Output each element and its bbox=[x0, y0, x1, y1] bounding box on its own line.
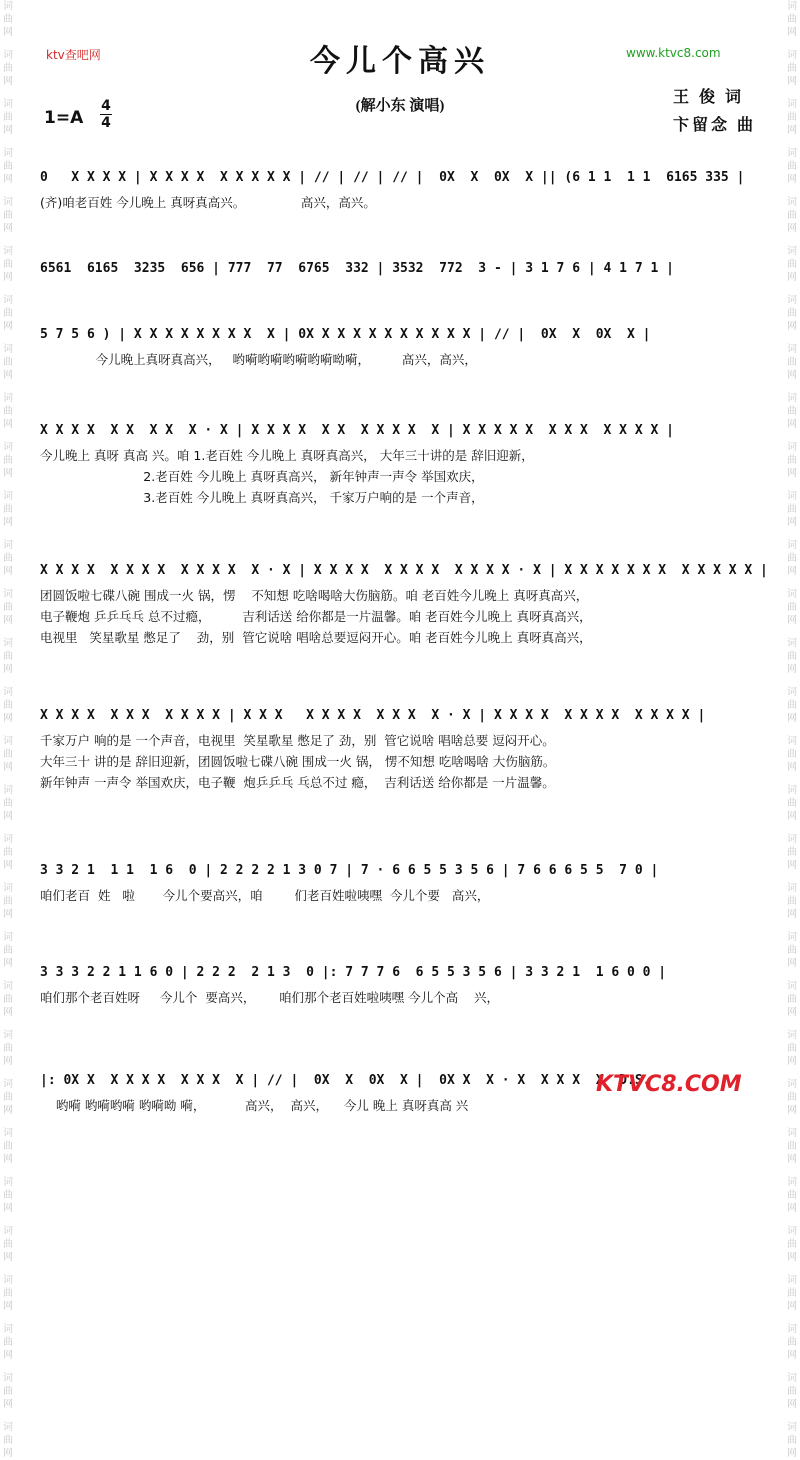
side-watermark-text: 词 曲 网 bbox=[787, 540, 797, 577]
score-line bbox=[40, 256, 760, 283]
side-watermark-text: 词 曲 网 bbox=[3, 1422, 13, 1459]
side-watermark-text: 词 曲 网 bbox=[787, 638, 797, 675]
lyric-line: 电视里 笑星歌星 憋足了 劲，别 管它说啥 唱啥总要逗闷开心。咱 老百姓今儿晚上 真呀真高兴， bbox=[40, 630, 592, 645]
side-watermark-text: 词 曲 网 bbox=[787, 50, 797, 87]
side-watermark-text: 词 曲 网 bbox=[3, 1030, 13, 1067]
site-name-left[interactable]: ktv查吧网 bbox=[46, 48, 101, 62]
side-watermark-text: 词 曲 网 bbox=[787, 1422, 797, 1459]
side-watermark-text: 词 曲 网 bbox=[3, 1177, 13, 1214]
side-watermark-text: 词 曲 网 bbox=[787, 785, 797, 822]
side-watermark-text: 词 曲 网 bbox=[787, 883, 797, 920]
notation-line: 6561 6165 3235 656 | 777 77 6765 332 | 3532 772 3 - | 3 1 7 6 | 4 1 7 1 | bbox=[40, 256, 760, 283]
notation-line: X X X X X X X X X · X | X X X X X X X X X X X | X X X X X X X X X X X X | bbox=[40, 418, 760, 445]
side-watermark-text: 词 曲 网 bbox=[787, 1079, 797, 1116]
meter-bottom: 4 bbox=[101, 115, 111, 131]
notation-line: 3 3 3 2 2 1 1 6 0 | 2 2 2 2 1 3 0 |: 7 7 7 6 6 5 5 3 5 6 | 3 3 2 1 1 6 0 0 | bbox=[40, 960, 760, 987]
side-watermark-text: 词 曲 网 bbox=[787, 99, 797, 136]
side-watermark-text: 词 曲 网 bbox=[787, 246, 797, 283]
score-line bbox=[40, 165, 760, 213]
singer-credit: (解小东 演唱) bbox=[355, 98, 445, 114]
lyric-line: 哟嗬 哟嗬哟嗬 哟嗬呦 嗬， 高兴， 高兴， 今儿 晚上 真呀真高 兴 bbox=[40, 1098, 469, 1113]
side-watermark-text: 词 曲 网 bbox=[3, 442, 13, 479]
side-watermark-text: 词 曲 网 bbox=[787, 589, 797, 626]
side-watermark-text: 词 曲 网 bbox=[3, 834, 13, 871]
side-watermark-text: 词 曲 网 bbox=[3, 393, 13, 430]
side-watermark-text: 词 曲 网 bbox=[3, 1324, 13, 1361]
side-watermark-text: 词 曲 网 bbox=[3, 1373, 13, 1410]
side-watermark-text: 词 曲 网 bbox=[3, 295, 13, 332]
lyric-line: 千家万户 响的是 一个声音，电视里 笑星歌星 憋足了 劲，别 管它说啥 唱啥总要 逗闷开心。 bbox=[40, 733, 555, 748]
side-watermark-text: 词 曲 网 bbox=[787, 1324, 797, 1361]
score-line bbox=[40, 960, 760, 1008]
song-title: 今儿个高兴 bbox=[310, 44, 490, 79]
key-signature: 1=A bbox=[44, 108, 84, 128]
lyric-line: (齐)咱老百姓 今儿晚上 真呀真高兴。 高兴，高兴。 bbox=[40, 195, 376, 210]
meter-top: 4 bbox=[101, 98, 111, 114]
side-watermark-text: 词 曲 网 bbox=[787, 687, 797, 724]
side-watermark-text: 词 曲 网 bbox=[3, 540, 13, 577]
side-watermark-left bbox=[0, 0, 16, 1459]
side-watermark-text: 词 曲 网 bbox=[3, 687, 13, 724]
side-watermark-text: 词 曲 网 bbox=[3, 344, 13, 381]
side-watermark-text: 词 曲 网 bbox=[787, 393, 797, 430]
side-watermark-text: 词 曲 网 bbox=[787, 344, 797, 381]
side-watermark-text: 词 曲 网 bbox=[787, 1128, 797, 1165]
side-watermark-text: 词 曲 网 bbox=[3, 785, 13, 822]
site-url-right[interactable]: www.ktvc8.com bbox=[626, 46, 721, 60]
side-watermark-text: 词 曲 网 bbox=[3, 491, 13, 528]
notation-line: X X X X X X X X X X X | X X X X X X X X X X X · X | X X X X X X X X X X X X | bbox=[40, 703, 760, 730]
side-watermark-text: 词 曲 网 bbox=[787, 1, 797, 38]
lyric-line: 大年三十 讲的是 辞旧迎新，团圆饭啦七碟八碗 围成一火 锅， 愣不知想 吃啥喝啥 大伤脑筋。 bbox=[40, 754, 556, 769]
side-watermark-text: 词 曲 网 bbox=[3, 1128, 13, 1165]
side-watermark-text: 词 曲 网 bbox=[3, 638, 13, 675]
notation-line: 0 X X X X | X X X X X X X X X | ∕∕ | ∕∕ | ∕∕ | 0X X 0X X || (6 1 1 1 1 6165 335 | bbox=[40, 165, 760, 192]
side-watermark-right bbox=[784, 0, 800, 1459]
notation-line: 5 7 5 6 ) | X X X X X X X X X | 0X X X X X X X X X X X | ∕∕ | 0X X 0X X | bbox=[40, 322, 760, 349]
side-watermark-text: 词 曲 网 bbox=[3, 932, 13, 969]
side-watermark-text: 词 曲 网 bbox=[787, 981, 797, 1018]
side-watermark-text: 词 曲 网 bbox=[787, 295, 797, 332]
side-watermark-text: 词 曲 网 bbox=[787, 1177, 797, 1214]
lyric-line: 今儿晚上 真呀 真高 兴。咱 1.老百姓 今儿晚上 真呀真高兴， 大年三十讲的是 辞旧迎新， bbox=[40, 448, 534, 463]
score-line bbox=[40, 703, 760, 793]
lyric-line: 电子鞭炮 乒乒乓乓 总不过瘾， 吉利话送 给你都是一片温馨。咱 老百姓今儿晚上 真呀真高兴， bbox=[40, 609, 592, 624]
side-watermark-text: 词 曲 网 bbox=[787, 1373, 797, 1410]
side-watermark-text: 词 曲 网 bbox=[3, 1226, 13, 1263]
score-line bbox=[40, 858, 760, 906]
side-watermark-text: 词 曲 网 bbox=[787, 932, 797, 969]
lyric-line: 2.老百姓 今儿晚上 真呀真高兴， 新年钟声一声令 举国欢庆， bbox=[40, 469, 484, 484]
side-watermark-text: 词 曲 网 bbox=[3, 1275, 13, 1312]
composer-credit: 卞留念 曲 bbox=[673, 117, 757, 134]
watermark-logo-text: KTVC8.COM bbox=[596, 1072, 742, 1097]
side-watermark-text: 词 曲 网 bbox=[787, 1275, 797, 1312]
side-watermark-text: 词 曲 网 bbox=[3, 246, 13, 283]
side-watermark-text: 词 曲 网 bbox=[3, 197, 13, 234]
side-watermark-text: 词 曲 网 bbox=[787, 491, 797, 528]
lyric-line: 团圆饭啦七碟八碗 围成一火 锅，愣 不知想 吃啥喝啥大伤脑筋。咱 老百姓今儿晚上 真呀真高兴， bbox=[40, 588, 589, 603]
side-watermark-text: 词 曲 网 bbox=[3, 1079, 13, 1116]
side-watermark-text: 词 曲 网 bbox=[787, 1226, 797, 1263]
notation-line: X X X X X X X X X X X X X · X | X X X X X X X X X X X X · X | X X X X X X X X X X X X | bbox=[40, 558, 760, 585]
side-watermark-text: 词 曲 网 bbox=[787, 736, 797, 773]
side-watermark-text: 词 曲 网 bbox=[787, 834, 797, 871]
side-watermark-text: 词 曲 网 bbox=[3, 883, 13, 920]
side-watermark-text: 词 曲 网 bbox=[787, 148, 797, 185]
side-watermark-text: 词 曲 网 bbox=[3, 99, 13, 136]
side-watermark-text: 词 曲 网 bbox=[3, 1, 13, 38]
lyric-line: 今儿晚上真呀真高兴， 哟嗬哟嗬哟嗬哟嗬呦嗬， 高兴，高兴， bbox=[40, 352, 477, 367]
side-watermark-text: 词 曲 网 bbox=[787, 197, 797, 234]
score-line bbox=[40, 322, 760, 370]
score-line bbox=[40, 558, 768, 648]
watermark-logo bbox=[596, 1072, 742, 1097]
side-watermark-text: 词 曲 网 bbox=[3, 148, 13, 185]
side-watermark-text: 词 曲 网 bbox=[3, 981, 13, 1018]
notation-line: |: 0X X X X X X X X X X | ∕∕ | 0X X 0X X | 0X X X · X X X X X D.S. bbox=[40, 1068, 760, 1095]
lyricist-credit: 王 俊 词 bbox=[673, 89, 745, 106]
lyric-line: 新年钟声 一声令 举国欢庆，电子鞭 炮乒乒乓 乓总不过 瘾， 吉利话送 给你都是 一片温馨。 bbox=[40, 775, 555, 790]
lyric-line: 咱们那个老百姓呀 今儿个 要高兴， 咱们那个老百姓啦咦嘿 今儿个高 兴， bbox=[40, 990, 500, 1005]
lyric-line: 3.老百姓 今儿晚上 真呀真高兴， 千家万户响的是 一个声音， bbox=[40, 490, 484, 505]
side-watermark-text: 词 曲 网 bbox=[787, 442, 797, 479]
notation-line: 3 3 2 1 1 1 1 6 0 | 2 2 2 2 1 3 0 7 | 7 · 6 6 5 5 3 5 6 | 7 6 6 6 5 5 7 0 | bbox=[40, 858, 760, 885]
side-watermark-text: 词 曲 网 bbox=[3, 589, 13, 626]
side-watermark-text: 词 曲 网 bbox=[3, 736, 13, 773]
side-watermark-text: 词 曲 网 bbox=[3, 50, 13, 87]
time-signature bbox=[100, 98, 112, 131]
lyric-line: 咱们老百 姓 啦 今儿个要高兴，咱 们老百姓啦咦嘿 今儿个要 高兴， bbox=[40, 888, 490, 903]
side-watermark-text: 词 曲 网 bbox=[787, 1030, 797, 1067]
score-line bbox=[40, 418, 760, 508]
